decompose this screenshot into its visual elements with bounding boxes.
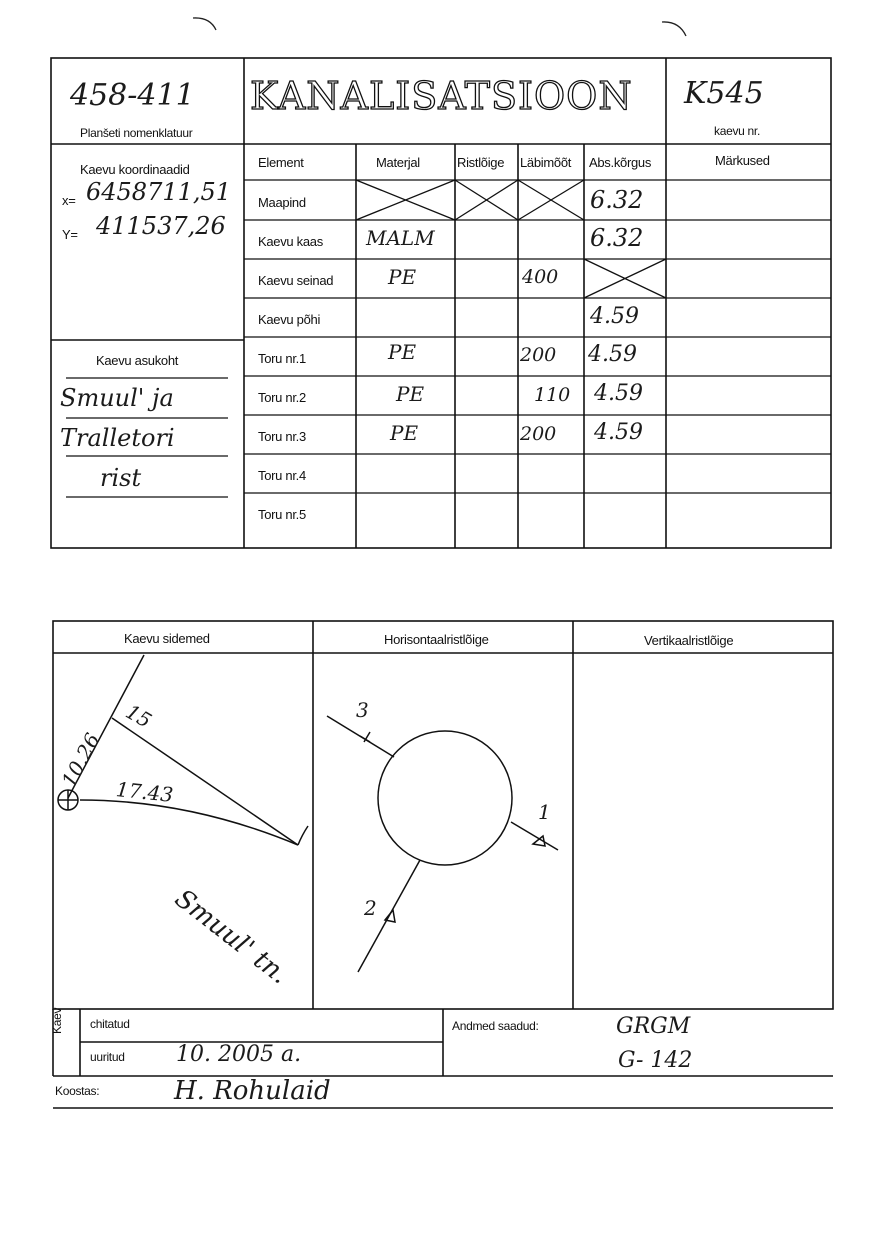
sheet-number: 458-411 xyxy=(70,78,195,113)
form-title: KANALISATSIOON xyxy=(250,74,633,118)
row-label: Toru nr.3 xyxy=(258,429,306,444)
x-value: 6458711,51 xyxy=(86,178,232,206)
checked-label: chitatud xyxy=(90,1017,130,1031)
col-header-materjal: Materjal xyxy=(376,155,420,170)
location-line-3: rist xyxy=(100,464,142,492)
cell-abs: 6.32 xyxy=(590,224,644,252)
sheet-label: Planšeti nomenklatuur xyxy=(80,126,193,140)
side-label: Kaev xyxy=(50,1007,64,1034)
row-label: Toru nr.1 xyxy=(258,351,306,366)
cell-materjal: PE xyxy=(390,421,419,445)
location-line-2: Tralletori xyxy=(60,424,175,452)
author-value: H. Rohulaid xyxy=(174,1076,331,1106)
horizontal-section xyxy=(327,716,558,972)
well-label: kaevu nr. xyxy=(714,124,760,138)
cell-abs: 6.32 xyxy=(590,186,644,214)
row-label: Maapind xyxy=(258,195,306,210)
data-label: Andmed saadud: xyxy=(452,1019,539,1033)
examined-value: 10. 2005 a. xyxy=(176,1042,302,1067)
cell-materjal: PE xyxy=(396,382,425,406)
row-label: Toru nr.2 xyxy=(258,390,306,405)
y-label: Y= xyxy=(62,227,78,242)
pipe-label-1: 1 xyxy=(538,800,551,824)
tie-distance-b: 15 xyxy=(121,699,156,733)
tie-distance-c: 17.43 xyxy=(114,777,175,807)
col-header-ties: Kaevu sidemed xyxy=(124,631,210,646)
col-header-vertical: Vertikaalristlõige xyxy=(644,633,734,648)
col-header-labimoot: Läbimõõt xyxy=(520,155,572,170)
col-header-element: Element xyxy=(258,155,304,170)
cell-labimoot: 110 xyxy=(534,384,571,406)
pipe-label-2: 2 xyxy=(364,896,377,920)
y-value: 411537,26 xyxy=(96,212,226,240)
col-header-markused: Märkused xyxy=(715,153,770,168)
cell-materjal: MALM xyxy=(366,226,435,250)
cell-materjal: PE xyxy=(388,265,417,289)
tie-distance-a: 10.26 xyxy=(56,729,105,791)
location-line-1: Smuul' ja xyxy=(60,384,174,412)
cell-labimoot: 200 xyxy=(520,423,557,445)
x-label: x= xyxy=(62,193,76,208)
row-label: Kaevu kaas xyxy=(258,234,323,249)
pipe-label-3: 3 xyxy=(356,698,369,722)
street-name: Smuul' tn. xyxy=(169,883,295,991)
row-label: Toru nr.5 xyxy=(258,507,306,522)
examined-label: uuritud xyxy=(90,1050,125,1064)
row-label: Kaevu põhi xyxy=(258,312,321,327)
data-value-1: GRGM xyxy=(616,1014,691,1039)
col-header-ristloige: Ristlõige xyxy=(457,155,505,170)
cell-labimoot: 400 xyxy=(522,266,559,288)
cell-materjal: PE xyxy=(388,340,417,364)
data-value-2: G- 142 xyxy=(618,1048,693,1073)
row-label: Toru nr.4 xyxy=(258,468,306,483)
row-label: Kaevu seinad xyxy=(258,273,334,288)
cell-abs: 4.59 xyxy=(590,304,639,329)
cell-abs: 4.59 xyxy=(588,342,637,367)
cell-abs: 4.59 xyxy=(594,420,643,445)
well-number: K545 xyxy=(684,76,764,111)
coords-label: Kaevu koordinaadid xyxy=(80,162,190,177)
cell-abs: 4.59 xyxy=(594,381,643,406)
cell-labimoot: 200 xyxy=(520,344,557,366)
col-header-horizontal: Horisontaalristlõige xyxy=(384,632,489,647)
col-header-abs: Abs.kõrgus xyxy=(589,155,652,170)
location-label: Kaevu asukoht xyxy=(96,353,179,368)
author-label: Koostas: xyxy=(55,1084,100,1098)
